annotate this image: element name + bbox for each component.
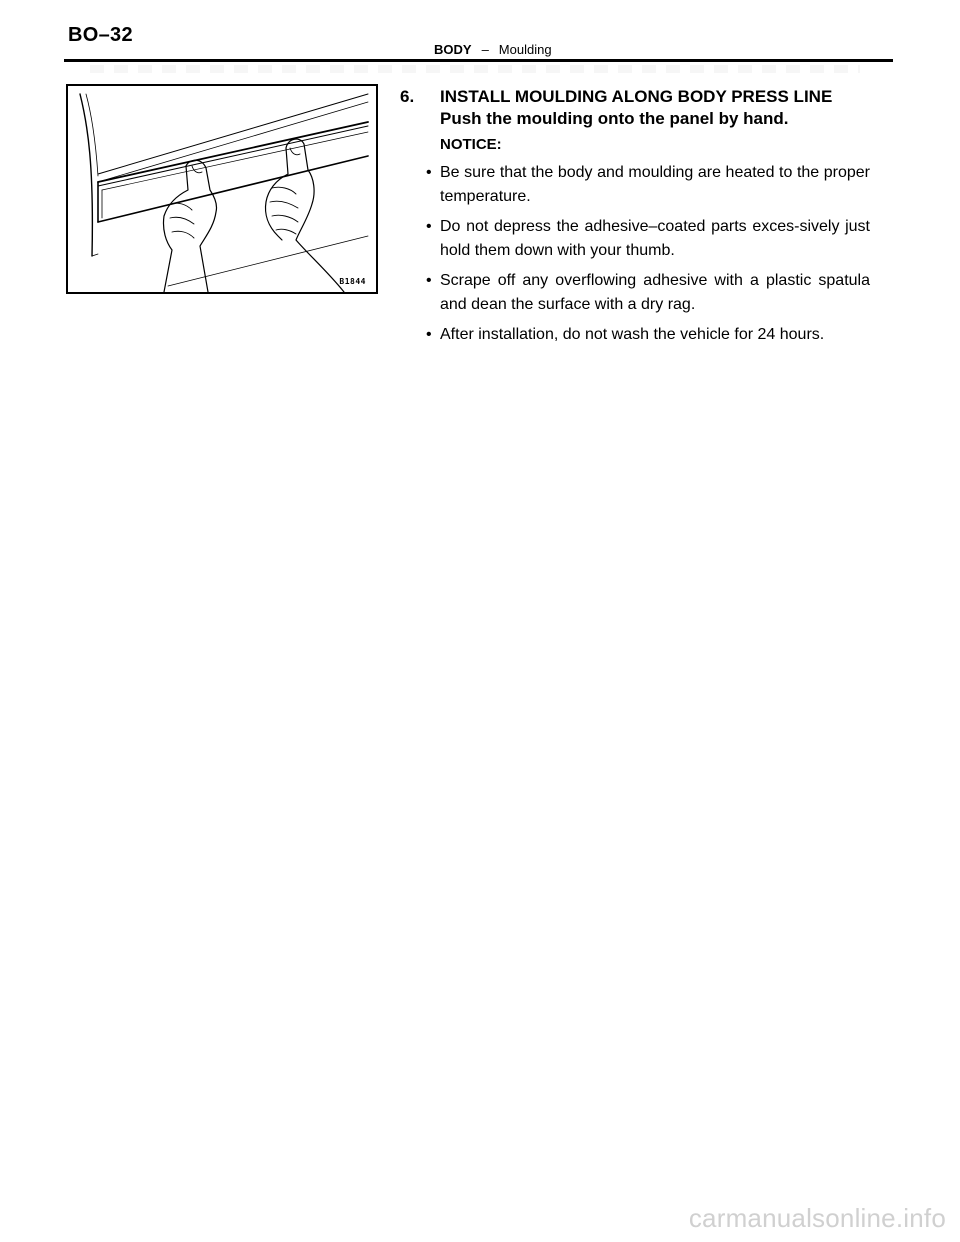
bullet-icon: • [426, 164, 432, 181]
notice-item-text: Do not depress the adhesive–coated parts exces-sively just hold them down with your thumb. [440, 218, 870, 259]
hands-pressing-moulding-drawing [68, 86, 376, 292]
step-heading [400, 86, 870, 130]
bullet-icon: • [426, 272, 432, 289]
list-item [400, 323, 870, 347]
list-item [400, 269, 870, 317]
notice-item-text: After installation, do not wash the vehicle for 24 hours. [440, 326, 825, 343]
installation-illustration [66, 84, 378, 294]
notice-item-text: Be sure that the body and moulding are heated to the proper temperature. [440, 164, 870, 205]
watermark-text: carmanualsonline.info [688, 1203, 946, 1233]
notice-label: NOTICE: [440, 136, 502, 153]
step-title: INSTALL MOULDING ALONG BODY PRESS LINE [440, 87, 833, 106]
step-number: 6. [400, 87, 415, 106]
step-instruction: Push the moulding onto the panel by hand. [440, 109, 789, 128]
page-number: BO–32 [68, 24, 133, 46]
list-item [400, 161, 870, 209]
header-separator: – [481, 42, 489, 57]
section-title: BODY [434, 42, 472, 57]
notice-item-text: Scrape off any overflowing adhesive with a plastic spatula and dean the surface with a dry rag. [440, 272, 870, 313]
running-head [434, 42, 552, 57]
header-rule [64, 59, 893, 62]
subsection-title: Moulding [498, 42, 552, 57]
bullet-icon: • [426, 218, 432, 235]
notice-list [400, 161, 870, 347]
procedure-content [400, 86, 870, 353]
bullet-icon: • [426, 326, 432, 343]
header-bleed-through [90, 65, 860, 73]
figure-code: B1844 [339, 277, 366, 286]
list-item [400, 215, 870, 263]
